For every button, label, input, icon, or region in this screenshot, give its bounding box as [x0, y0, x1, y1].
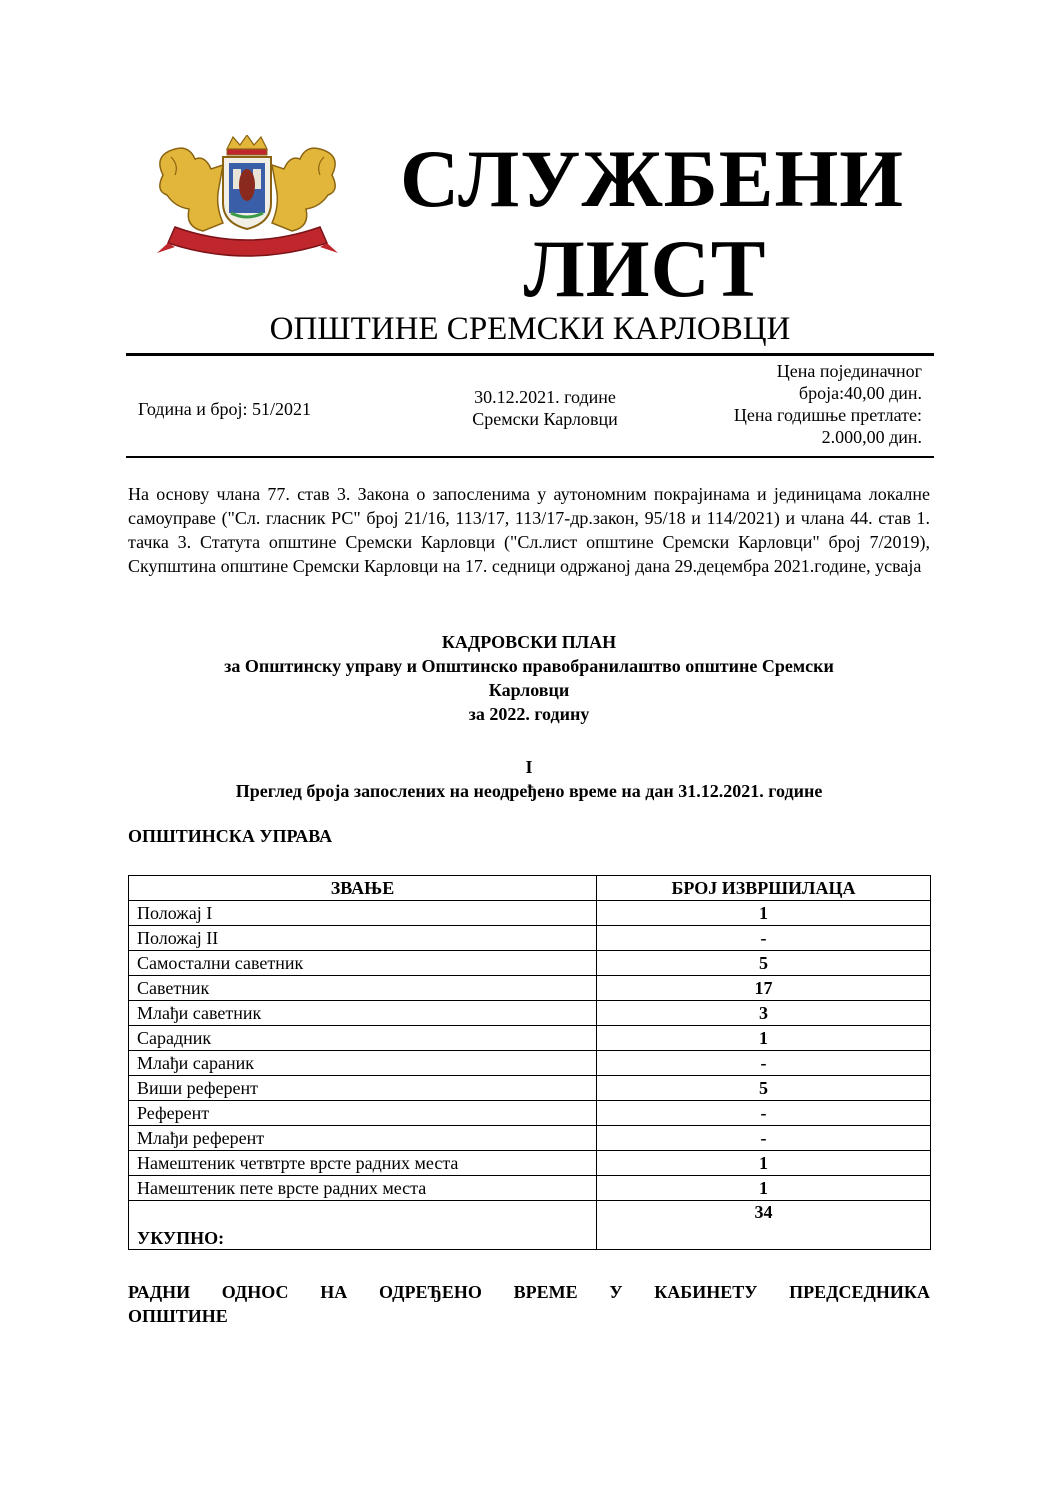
row-title: Положај II [129, 926, 597, 951]
table-row [129, 1101, 931, 1126]
column-header-title: ЗВАЊЕ [129, 876, 597, 901]
staff-table [128, 875, 931, 1250]
plan-year: за 2022. годину [468, 704, 590, 724]
table-row [129, 1051, 931, 1076]
row-title: Саветник [129, 976, 597, 1001]
row-title: Сарадник [129, 1026, 597, 1051]
price-single-line1: Цена појединачног [776, 361, 922, 381]
row-title: Намештеник четвтрте врсте радних места [129, 1151, 597, 1176]
row-count: - [597, 1101, 931, 1126]
temporary-employment-heading-cont: ОПШТИНЕ [128, 1306, 228, 1326]
row-count: 1 [597, 1026, 931, 1051]
temporary-employment-heading: РАДНИ ОДНОС НА ОДРЕЂЕНО ВРЕМЕ У КАБИНЕТУ ПРЕДСЕДНИКА [128, 1282, 930, 1302]
row-count: 5 [597, 951, 931, 976]
column-header-count: БРОЈ ИЗВРШИЛАЦА [597, 876, 931, 901]
intro-paragraph: На основу члана 77. став 3. Закона о запосленима у аутономним покрајинама и јединицама локалне самоуправе ("Сл. гласник РС" број 21/16, 113/17, 113/17-др.закон, 95/18 и 114/2021) и члана 44. став 1. тачка 3. Статута општине Сремски Карловци ("Сл.лист општине Сремски Карловци" број 7/2019), Скупштина општине Сремски Карловци на 17. седници одржаној дана 29.децембра 2021.године, усваја [128, 484, 930, 576]
row-count: 1 [597, 1176, 931, 1201]
table-row [129, 951, 931, 976]
table-row [129, 976, 931, 1001]
coat-of-arms-emblem [145, 135, 350, 265]
plan-subtitle-line1: за Општинску управу и Општинско правобранилаштво општине Сремски [224, 656, 834, 676]
table-row [129, 1151, 931, 1176]
section-title: Преглед броја запослених на неодређено време на дан 31.12.2021. године [235, 781, 823, 801]
section-numeral: I [525, 757, 533, 777]
row-title: Млађи сараник [129, 1051, 597, 1076]
table-row [129, 926, 931, 951]
masthead-title-line2: ЛИСТ [523, 223, 767, 314]
header-divider-top [126, 353, 934, 356]
table-row [129, 1026, 931, 1051]
total-label: УКУПНО: [129, 1201, 597, 1250]
price-single-line2: броја:40,00 дин. [798, 383, 922, 403]
plan-title: КАДРОВСКИ ПЛАН [441, 632, 617, 652]
row-count: - [597, 926, 931, 951]
row-title: Млађи референт [129, 1126, 597, 1151]
row-count: 1 [597, 901, 931, 926]
row-title: Положај I [129, 901, 597, 926]
row-count: 5 [597, 1076, 931, 1101]
masthead-title-line1: СЛУЖБЕНИ [400, 133, 905, 224]
table-row [129, 901, 931, 926]
section-heading [128, 755, 930, 803]
row-count: 17 [597, 976, 931, 1001]
table-row [129, 1076, 931, 1101]
plan-subtitle-line2: Карловци [488, 680, 570, 700]
price-annual-line1: Цена годишње претлате: [733, 405, 922, 425]
row-title: Самостални саветник [129, 951, 597, 976]
total-value: 34 [597, 1201, 931, 1250]
table-header-row [129, 876, 931, 901]
row-count: - [597, 1051, 931, 1076]
table-row [129, 1176, 931, 1201]
table-row [129, 1126, 931, 1151]
row-title: Виши референт [129, 1076, 597, 1101]
row-count: - [597, 1126, 931, 1151]
row-title: Млађи саветник [129, 1001, 597, 1026]
plan-title-block [128, 630, 930, 726]
issue-date: 30.12.2021. године [474, 387, 616, 407]
header-divider-bottom [126, 456, 934, 458]
row-count: 1 [597, 1151, 931, 1176]
unit-heading: ОПШТИНСКА УПРАВА [128, 826, 333, 846]
price-annual-line2: 2.000,00 дин. [821, 427, 922, 447]
table-total-row [129, 1201, 931, 1250]
row-count: 3 [597, 1001, 931, 1026]
issue-place: Сремски Карловци [472, 409, 618, 429]
price-info [670, 360, 922, 448]
issue-date-place [450, 386, 640, 430]
issue-number: Година и број: 51/2021 [138, 399, 312, 419]
row-title: Намештеник пете врсте радних места [129, 1176, 597, 1201]
masthead-subtitle: ОПШТИНЕ СРЕМСКИ КАРЛОВЦИ [269, 311, 791, 347]
row-title: Референт [129, 1101, 597, 1126]
table-row [129, 1001, 931, 1026]
